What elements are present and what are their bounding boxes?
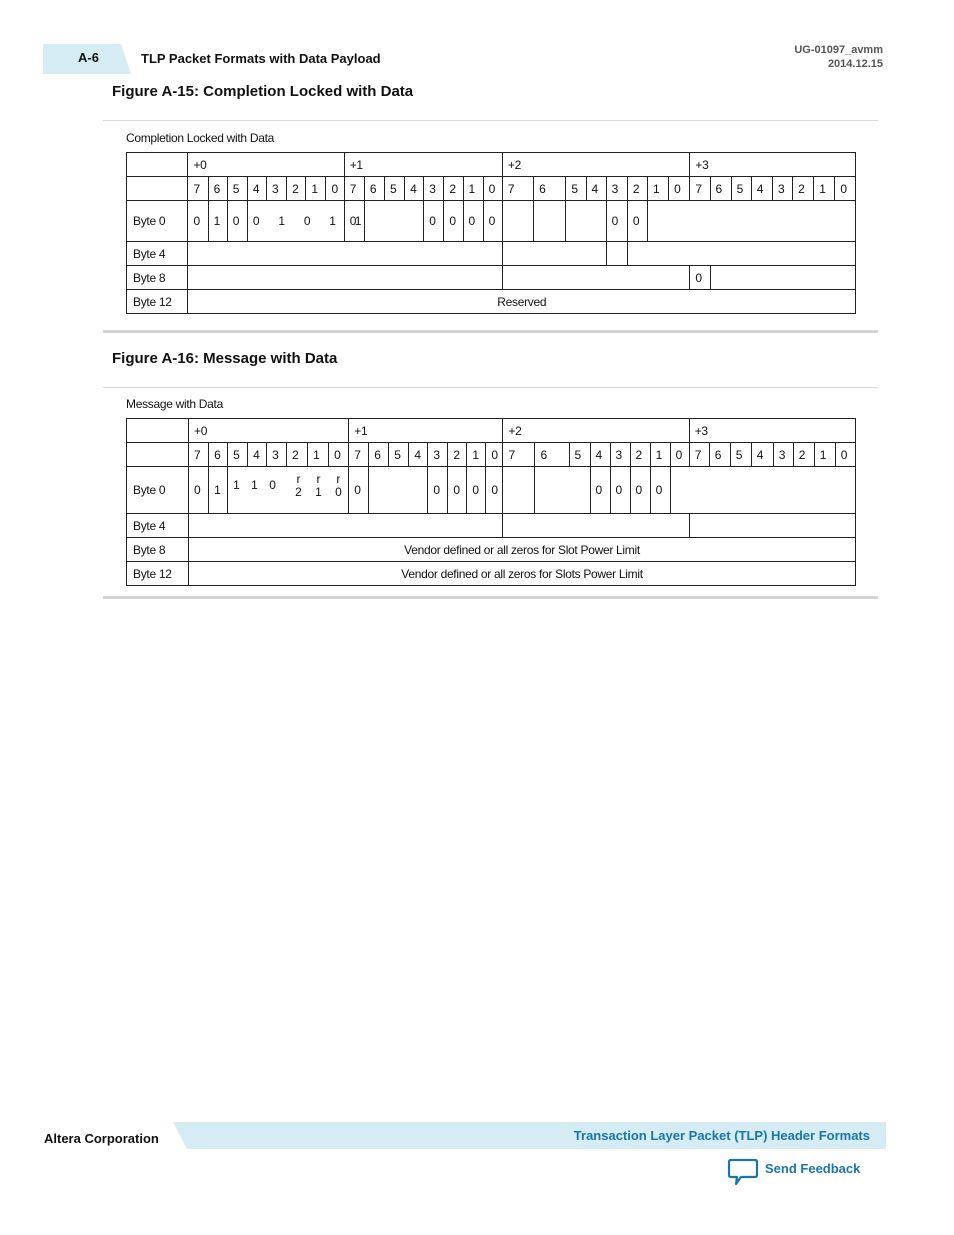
byte0-row xyxy=(127,467,856,514)
field-cell: 0 xyxy=(444,201,463,242)
field-cell xyxy=(189,514,503,538)
field-cell xyxy=(228,467,349,514)
offset-2: +2 xyxy=(502,153,689,177)
bit-cell: 1 xyxy=(647,177,668,201)
bit-cell: 3 xyxy=(267,177,287,201)
figure-a16-top-rule xyxy=(103,387,878,388)
field-cell: Reserved xyxy=(188,290,856,314)
bit-cell: 5 xyxy=(730,443,751,467)
field-cell: 0 xyxy=(590,467,610,514)
bit-row xyxy=(127,443,856,467)
field-cell xyxy=(566,201,606,242)
footer-chapter-link[interactable]: Transaction Layer Packet (TLP) Header Formats xyxy=(573,1128,870,1143)
field-value: 0 xyxy=(303,214,311,228)
bit-cell: 3 xyxy=(267,443,287,467)
field-cell: 0 xyxy=(188,201,208,242)
figure-a16-caption: Message with Data xyxy=(126,397,223,411)
figure-a15-caption: Completion Locked with Data xyxy=(126,131,274,145)
bit-cell: 0 xyxy=(329,443,349,467)
field-value: 1 xyxy=(251,478,258,492)
field-cell xyxy=(503,514,689,538)
bit-cell: 0 xyxy=(669,177,690,201)
section-title: TLP Packet Formats with Data Payload xyxy=(141,51,381,66)
row-label: Byte 4 xyxy=(127,514,189,538)
field-cell: 0 xyxy=(627,201,647,242)
field-cell: 0 xyxy=(227,201,247,242)
bit-cell: 4 xyxy=(247,177,266,201)
byte4-row xyxy=(127,242,856,266)
field-cell xyxy=(503,467,535,514)
field-cell: 1 xyxy=(209,467,228,514)
bit-cell: 1 xyxy=(814,443,835,467)
footer-company: Altera Corporation xyxy=(44,1131,159,1146)
bit-cell: 5 xyxy=(731,177,751,201)
field-cell: 0 xyxy=(448,467,467,514)
field-cell: Vendor defined or all zeros for Slots Power Limit xyxy=(189,562,856,586)
bit-cell: 6 xyxy=(534,177,566,201)
doc-id: UG-01097_avmm xyxy=(794,44,883,56)
field-cell xyxy=(502,242,606,266)
bit-cell: 3 xyxy=(610,443,630,467)
field-cell xyxy=(534,201,566,242)
field-cell: 0 xyxy=(424,201,444,242)
row-label: Byte 4 xyxy=(127,242,188,266)
bit-cell: 6 xyxy=(710,177,731,201)
field-cell: 0 xyxy=(344,201,364,242)
message-with-data-table xyxy=(126,418,856,586)
bit-cell: 5 xyxy=(228,443,248,467)
field-value: 1 xyxy=(278,214,285,228)
field-cell: 0 xyxy=(630,467,650,514)
field-value: 0 xyxy=(269,478,276,492)
speech-bubble-icon xyxy=(727,1158,759,1186)
bit-cell: 5 xyxy=(566,177,586,201)
field-cell xyxy=(670,467,855,514)
bit-cell: 6 xyxy=(369,443,389,467)
bit-row xyxy=(127,177,856,201)
field-cell: 0 xyxy=(189,467,209,514)
field-cell xyxy=(188,266,502,290)
page-number: A-6 xyxy=(78,50,99,65)
field-cell: 0 xyxy=(483,201,502,242)
bit-cell: 7 xyxy=(189,443,209,467)
bit-cell: 3 xyxy=(772,177,792,201)
field-cell xyxy=(369,467,428,514)
bit-cell: 3 xyxy=(424,177,444,201)
field-value: 0 xyxy=(252,214,260,228)
field-cell: Vendor defined or all zeros for Slot Power Limit xyxy=(189,538,856,562)
bit-cell: 2 xyxy=(448,443,467,467)
doc-info xyxy=(794,43,883,71)
row-label: Byte 0 xyxy=(127,201,188,242)
bit-cell: 1 xyxy=(463,177,483,201)
byte4-row xyxy=(127,514,856,538)
bit-cell: 5 xyxy=(227,177,247,201)
row-label: Byte 0 xyxy=(127,467,189,514)
corner-cell xyxy=(127,443,189,467)
bit-cell: 3 xyxy=(773,443,793,467)
byte0-row xyxy=(127,201,856,242)
bit-cell: 5 xyxy=(384,177,404,201)
bit-cell: 7 xyxy=(502,177,533,201)
bit-cell: 0 xyxy=(670,443,689,467)
field-cell: 0 xyxy=(463,201,483,242)
send-feedback-label: Send Feedback xyxy=(765,1161,861,1176)
field-cell: 0 xyxy=(606,201,627,242)
doc-date: 2014.12.15 xyxy=(827,58,883,70)
bit-cell: 6 xyxy=(535,443,569,467)
bit-cell: 1 xyxy=(814,177,835,201)
byte8-row xyxy=(127,266,856,290)
bit-cell: 1 xyxy=(650,443,670,467)
field-cell xyxy=(188,242,502,266)
bit-cell: 6 xyxy=(209,443,228,467)
bit-cell: 4 xyxy=(405,177,424,201)
row-label: Byte 8 xyxy=(127,266,188,290)
bit-cell: 3 xyxy=(606,177,627,201)
field-cell xyxy=(606,242,627,266)
bit-cell: 7 xyxy=(349,443,369,467)
field-value: 1 xyxy=(329,214,336,228)
row-label: Byte 12 xyxy=(127,562,189,586)
offset-1: +1 xyxy=(349,419,503,443)
bit-cell: 7 xyxy=(188,177,208,201)
field-cell: 0 xyxy=(467,467,486,514)
field-cell: 0 xyxy=(428,467,448,514)
bit-cell: 7 xyxy=(344,177,364,201)
bit-cell: 2 xyxy=(287,443,308,467)
bit-cell: 1 xyxy=(467,443,486,467)
offset-row xyxy=(127,153,856,177)
corner-cell xyxy=(127,153,188,177)
field-cell xyxy=(364,201,423,242)
bit-cell: 4 xyxy=(248,443,267,467)
bit-cell: 4 xyxy=(409,443,428,467)
figure-a15-title: Figure A-15: Completion Locked with Data xyxy=(112,83,414,100)
bit-cell: 4 xyxy=(590,443,610,467)
field-cell: 0 xyxy=(610,467,630,514)
field-cell: 0 xyxy=(690,266,710,290)
byte12-row xyxy=(127,290,856,314)
bit-cell: 4 xyxy=(751,443,773,467)
field-value: 1 xyxy=(233,478,240,492)
bit-cell: 4 xyxy=(586,177,606,201)
field-cell xyxy=(647,201,855,242)
bit-cell: 7 xyxy=(689,443,709,467)
offset-3: +3 xyxy=(690,153,856,177)
bit-cell: 2 xyxy=(287,177,306,201)
reserved-bit: r 1 xyxy=(315,472,322,499)
bit-cell: 1 xyxy=(306,177,326,201)
bit-cell: 2 xyxy=(793,177,814,201)
bit-cell: 7 xyxy=(690,177,710,201)
reserved-bit: r 0 xyxy=(335,472,342,499)
offset-3: +3 xyxy=(689,419,855,443)
offset-row xyxy=(127,419,856,443)
bit-cell: 3 xyxy=(428,443,448,467)
bit-cell: 4 xyxy=(751,177,772,201)
offset-0: +0 xyxy=(188,153,344,177)
bit-cell: 2 xyxy=(630,443,650,467)
bit-cell: 0 xyxy=(326,177,344,201)
field-cell: 0 xyxy=(650,467,670,514)
offset-1: +1 xyxy=(344,153,502,177)
corner-cell xyxy=(127,177,188,201)
reserved-bit: r 2 xyxy=(295,472,302,499)
figure-a15-top-rule xyxy=(103,120,878,121)
figure-a16-title: Figure A-16: Message with Data xyxy=(112,350,338,367)
field-cell xyxy=(502,201,533,242)
byte12-row xyxy=(127,562,856,586)
field-cell: 0 xyxy=(349,467,369,514)
offset-2: +2 xyxy=(503,419,689,443)
field-cell xyxy=(689,514,855,538)
bit-cell: 6 xyxy=(364,177,384,201)
bit-cell: 1 xyxy=(308,443,329,467)
offset-0: +0 xyxy=(189,419,349,443)
field-cell xyxy=(502,266,689,290)
field-cell: 1 xyxy=(208,201,227,242)
field-cell xyxy=(247,201,362,242)
bit-cell: 6 xyxy=(709,443,730,467)
bit-cell: 0 xyxy=(486,443,503,467)
bit-cell: 6 xyxy=(208,177,227,201)
bit-cell: 5 xyxy=(569,443,590,467)
completion-locked-table xyxy=(126,152,856,314)
row-label: Byte 12 xyxy=(127,290,188,314)
row-label: Byte 8 xyxy=(127,538,189,562)
bit-cell: 5 xyxy=(389,443,409,467)
figure-a16-bottom-rule xyxy=(103,596,878,599)
bit-cell: 2 xyxy=(627,177,647,201)
field-cell xyxy=(627,242,855,266)
field-cell xyxy=(535,467,590,514)
bit-cell: 7 xyxy=(503,443,535,467)
bit-cell: 0 xyxy=(835,177,856,201)
field-cell xyxy=(710,266,856,290)
bit-cell: 2 xyxy=(444,177,463,201)
corner-cell xyxy=(127,419,189,443)
bit-cell: 0 xyxy=(483,177,502,201)
figure-a15-bottom-rule xyxy=(103,330,878,333)
field-cell: 0 xyxy=(486,467,503,514)
bit-cell: 2 xyxy=(793,443,814,467)
field-value: 1 xyxy=(354,214,362,228)
bit-cell: 0 xyxy=(835,443,855,467)
byte8-row xyxy=(127,538,856,562)
